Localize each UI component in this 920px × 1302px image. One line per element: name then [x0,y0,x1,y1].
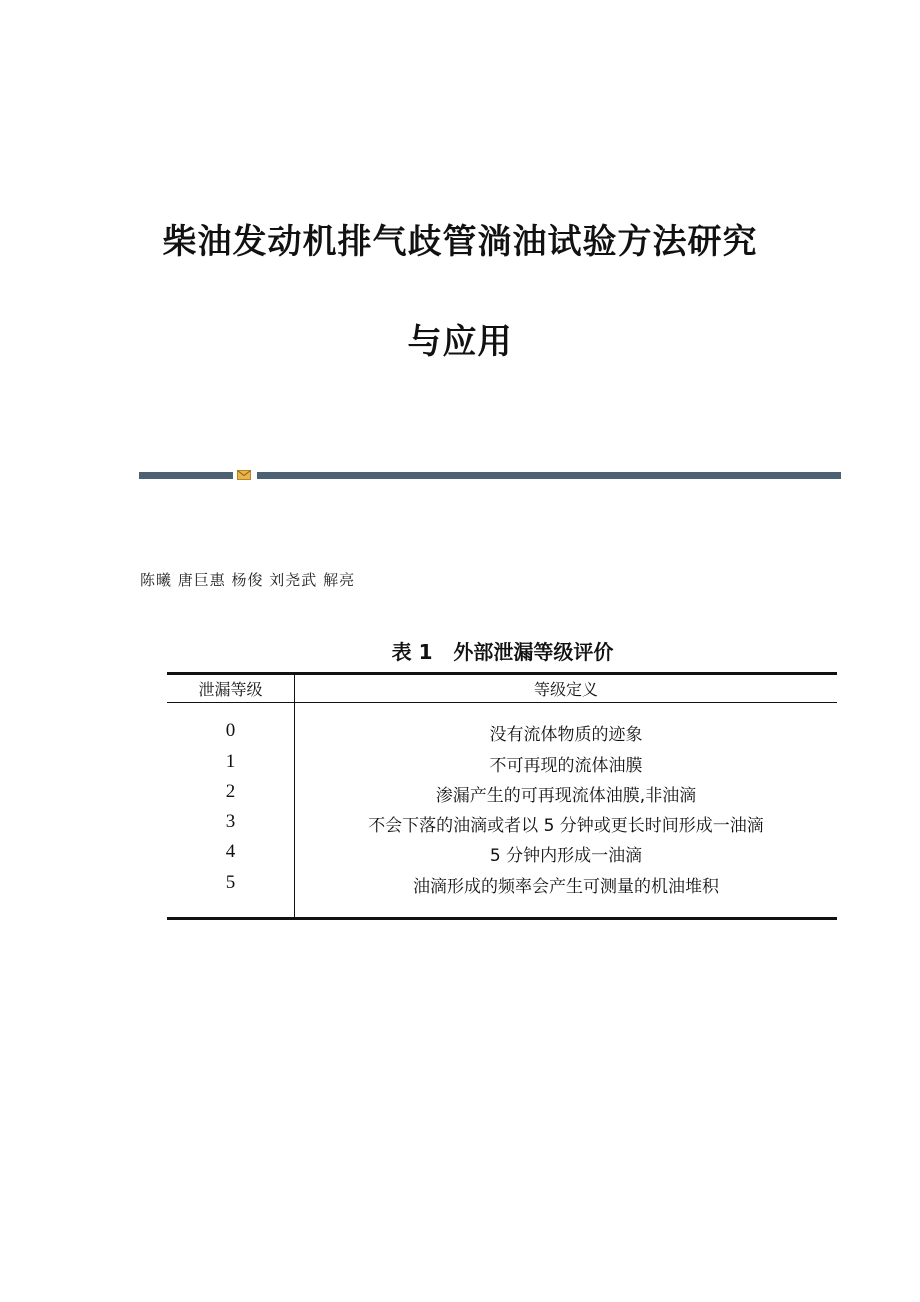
title-divider [139,470,841,480]
table-row [167,781,837,811]
row-level: 3 [225,811,236,832]
row-level: 2 [225,781,236,802]
row-definition: 没有流体物质的迹象 [489,725,643,745]
table-row [167,811,837,841]
document-title-line-1: 柴油发动机排气歧管淌油试验方法研究 [162,222,758,262]
table-bottom-rule [167,917,837,920]
table-row [167,720,837,750]
row-definition: 不可再现的流体油膜 [489,756,643,776]
row-definition: 5 分钟内形成一油滴 [489,846,643,866]
envelope-icon [237,470,251,480]
header-level: 泄漏等级 [198,680,263,699]
table-caption: 表 1 外部泄漏等级评价 [391,640,614,664]
author-list: 陈曦 唐巨惠 杨俊 刘尧武 解亮 [140,571,356,589]
row-definition: 渗漏产生的可再现流体油膜,非油滴 [435,786,697,806]
row-level: 4 [225,841,236,862]
table-row [167,751,837,781]
row-level: 0 [225,720,236,741]
table-row [167,872,837,902]
table-header-rule [167,702,837,703]
row-level: 1 [225,751,236,772]
leakage-level-table [167,672,837,920]
table-top-rule [167,672,837,675]
divider-bar-left [139,472,233,479]
row-definition: 油滴形成的频率会产生可测量的机油堆积 [413,877,719,897]
divider-bar-right [257,472,841,479]
row-level: 5 [225,872,236,893]
document-title-line-2: 与应用 [407,322,513,362]
table-row [167,841,837,871]
row-definition: 不会下落的油滴或者以 5 分钟或更长时间形成一油滴 [368,816,764,836]
header-definition: 等级定义 [533,680,598,699]
